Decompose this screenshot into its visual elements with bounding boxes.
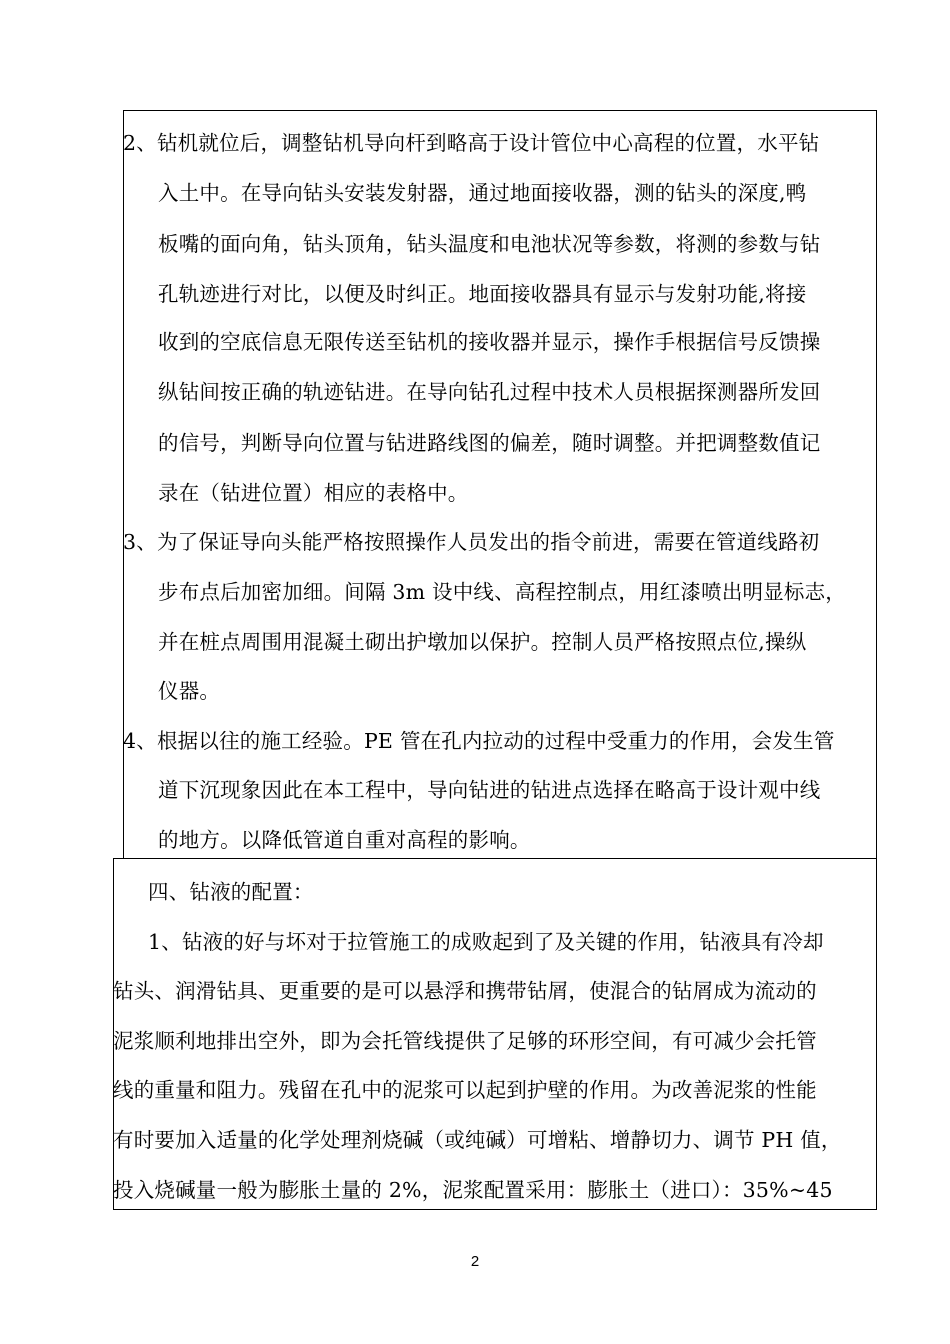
text-line: 钻头、润滑钻具、更重要的是可以悬浮和携带钻屑，使混合的钻屑成为流动的 [113,979,817,1003]
text-line: 仪器。 [158,679,221,703]
page-number: 2 [470,1253,480,1270]
text-line: 纵钻间按正确的轨迹钻进。在导向钻孔过程中技术人员根据探测器所发回 [158,380,821,404]
text-line: 线的重量和阻力。残留在孔中的泥浆可以起到护壁的作用。为改善泥浆的性能 [113,1078,817,1102]
text-line: 孔轨迹进行对比，以便及时纠正。地面接收器具有显示与发射功能,将接 [158,282,807,306]
text-line: 3、为了保证导向头能严格按照操作人员发出的指令前进，需要在管道线路初 [123,530,820,554]
text-line: 1、钻液的好与坏对于拉管施工的成败起到了及关键的作用，钻液具有冷却 [148,930,824,954]
text-line: 板嘴的面向角，钻头顶角，钻头温度和电池状况等参数，将测的参数与钻 [158,232,821,256]
text-line: 并在桩点周围用混凝土砌出护墩加以保护。控制人员严格按照点位,操纵 [158,630,807,654]
text-line: 4、根据以往的施工经验。PE 管在孔内拉动的过程中受重力的作用，会发生管 [123,729,835,753]
text-line: 录在（钻进位置）相应的表格中。 [158,481,469,505]
text-line: 的信号，判断导向位置与钻进路线图的偏差，随时调整。并把调整数值记 [158,431,821,455]
text-line: 2、钻机就位后，调整钻机导向杆到略高于设计管位中心高程的位置，水平钻 [123,131,820,155]
section-heading: 四、钻液的配置： [148,880,314,904]
text-line: 入土中。在导向钻头安装发射器，通过地面接收器，测的钻头的深度,鸭 [158,181,807,205]
text-line: 投入烧碱量一般为膨胀土量的 2%，泥浆配置采用：膨胀土（进口）：35%~45 [113,1178,833,1202]
text-line: 道下沉现象因此在本工程中，导向钻进的钻进点选择在略高于设计观中线 [158,778,821,802]
text-line: 泥浆顺利地排出空外，即为会托管线提供了足够的环形空间，有可减少会托管 [113,1029,817,1053]
text-line: 有时要加入适量的化学处理剂烧碱（或纯碱）可增粘、增静切力、调节 PH 值， [113,1128,842,1152]
text-line: 步布点后加密加细。间隔 3m 设中线、高程控制点，用红漆喷出明显标志， [158,580,847,604]
text-line: 收到的空底信息无限传送至钻机的接收器并显示，操作手根据信号反馈操 [158,330,821,354]
text-line: 的地方。以降低管道自重对高程的影响。 [158,828,531,852]
